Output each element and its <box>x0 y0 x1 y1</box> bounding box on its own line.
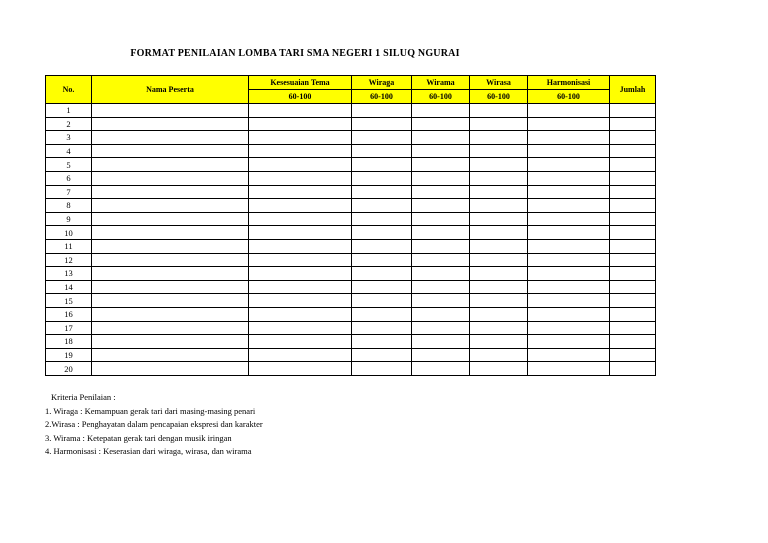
harmonisasi-cell <box>528 117 610 131</box>
jumlah-cell <box>610 226 656 240</box>
row-number: 11 <box>46 239 92 253</box>
wirama-cell <box>412 321 470 335</box>
range-wirasa: 60-100 <box>470 90 528 104</box>
criteria-item: 2.Wirasa : Penghayatan dalam pencapaian ekspresi dan karakter <box>45 419 263 429</box>
nama-peserta-cell <box>92 335 249 349</box>
nama-peserta-cell <box>92 212 249 226</box>
table-row <box>46 171 656 185</box>
wirasa-cell <box>470 362 528 376</box>
table-row <box>46 185 656 199</box>
nama-peserta-cell <box>92 362 249 376</box>
wiraga-cell <box>352 131 412 145</box>
row-number: 15 <box>46 294 92 308</box>
row-number: 3 <box>46 131 92 145</box>
header-wiraga: Wiraga <box>352 76 412 90</box>
row-number: 2 <box>46 117 92 131</box>
jumlah-cell <box>610 239 656 253</box>
row-number: 18 <box>46 335 92 349</box>
row-number: 6 <box>46 171 92 185</box>
kesesuaian-cell <box>249 144 352 158</box>
wirama-cell <box>412 335 470 349</box>
table-row <box>46 131 656 145</box>
kesesuaian-cell <box>249 307 352 321</box>
table-row <box>46 307 656 321</box>
kesesuaian-cell <box>249 117 352 131</box>
wirama-cell <box>412 131 470 145</box>
kesesuaian-cell <box>249 185 352 199</box>
wirasa-cell <box>470 117 528 131</box>
wiraga-cell <box>352 335 412 349</box>
row-number: 19 <box>46 348 92 362</box>
range-wiraga: 60-100 <box>352 90 412 104</box>
wirasa-cell <box>470 267 528 281</box>
page-title: FORMAT PENILAIAN LOMBA TARI SMA NEGERI 1 SILUQ NGURAI <box>130 48 460 59</box>
criteria-item: 3. Wirama : Ketepatan gerak tari dengan musik iringan <box>45 432 232 443</box>
table-row <box>46 348 656 362</box>
wirama-cell <box>412 267 470 281</box>
wirama-cell <box>412 185 470 199</box>
wirasa-cell <box>470 131 528 145</box>
jumlah-cell <box>610 117 656 131</box>
wirasa-cell <box>470 239 528 253</box>
jumlah-cell <box>610 253 656 267</box>
kesesuaian-cell <box>249 171 352 185</box>
nama-peserta-cell <box>92 144 249 158</box>
table-row <box>46 253 656 267</box>
kesesuaian-cell <box>249 131 352 145</box>
harmonisasi-cell <box>528 362 610 376</box>
wirama-cell <box>412 212 470 226</box>
harmonisasi-cell <box>528 199 610 213</box>
row-number: 12 <box>46 253 92 267</box>
kesesuaian-cell <box>249 280 352 294</box>
wirasa-cell <box>470 294 528 308</box>
jumlah-cell <box>610 158 656 172</box>
nama-peserta-cell <box>92 104 249 118</box>
wirasa-cell <box>470 171 528 185</box>
harmonisasi-cell <box>528 158 610 172</box>
header-harmonisasi: Harmonisasi <box>528 76 610 90</box>
nama-peserta-cell <box>92 158 249 172</box>
harmonisasi-cell <box>528 144 610 158</box>
header-nama-peserta: Nama Peserta <box>92 76 249 104</box>
wirama-cell <box>412 117 470 131</box>
wirasa-cell <box>470 321 528 335</box>
harmonisasi-cell <box>528 321 610 335</box>
wiraga-cell <box>352 212 412 226</box>
wirama-cell <box>412 144 470 158</box>
table-row <box>46 199 656 213</box>
jumlah-cell <box>610 199 656 213</box>
row-number: 4 <box>46 144 92 158</box>
table-row <box>46 267 656 281</box>
row-number: 17 <box>46 321 92 335</box>
wiraga-cell <box>352 144 412 158</box>
wiraga-cell <box>352 294 412 308</box>
nama-peserta-cell <box>92 321 249 335</box>
row-number: 20 <box>46 362 92 376</box>
criteria-item: 1. Wiraga : Kemampuan gerak tari dari masing-masing penari <box>45 405 256 416</box>
harmonisasi-cell <box>528 104 610 118</box>
table-row <box>46 158 656 172</box>
wirama-cell <box>412 280 470 294</box>
wiraga-cell <box>352 226 412 240</box>
row-number: 14 <box>46 280 92 294</box>
jumlah-cell <box>610 307 656 321</box>
range-kesesuaian: 60-100 <box>249 90 352 104</box>
criteria-heading: Kriteria Penilaian : <box>51 392 116 402</box>
nama-peserta-cell <box>92 117 249 131</box>
wiraga-cell <box>352 321 412 335</box>
wiraga-cell <box>352 280 412 294</box>
harmonisasi-cell <box>528 348 610 362</box>
harmonisasi-cell <box>528 294 610 308</box>
nama-peserta-cell <box>92 280 249 294</box>
header-row <box>46 76 656 90</box>
nama-peserta-cell <box>92 185 249 199</box>
harmonisasi-cell <box>528 239 610 253</box>
nama-peserta-cell <box>92 294 249 308</box>
jumlah-cell <box>610 144 656 158</box>
table-row <box>46 280 656 294</box>
harmonisasi-cell <box>528 171 610 185</box>
table-row <box>46 144 656 158</box>
jumlah-cell <box>610 294 656 308</box>
header-kesesuaian-tema: Kesesuaian Tema <box>249 76 352 90</box>
jumlah-cell <box>610 321 656 335</box>
wirasa-cell <box>470 144 528 158</box>
kesesuaian-cell <box>249 199 352 213</box>
harmonisasi-cell <box>528 131 610 145</box>
nama-peserta-cell <box>92 226 249 240</box>
row-number: 13 <box>46 267 92 281</box>
jumlah-cell <box>610 212 656 226</box>
table-row <box>46 321 656 335</box>
wirasa-cell <box>470 307 528 321</box>
wirama-cell <box>412 171 470 185</box>
kesesuaian-cell <box>249 239 352 253</box>
wiraga-cell <box>352 171 412 185</box>
row-number: 5 <box>46 158 92 172</box>
wirasa-cell <box>470 226 528 240</box>
jumlah-cell <box>610 171 656 185</box>
table-row <box>46 226 656 240</box>
wirasa-cell <box>470 185 528 199</box>
table-row <box>46 294 656 308</box>
wirasa-cell <box>470 158 528 172</box>
wiraga-cell <box>352 253 412 267</box>
kesesuaian-cell <box>249 362 352 376</box>
row-number: 1 <box>46 104 92 118</box>
jumlah-cell <box>610 362 656 376</box>
wirasa-cell <box>470 104 528 118</box>
table-row <box>46 239 656 253</box>
jumlah-cell <box>610 267 656 281</box>
wirasa-cell <box>470 199 528 213</box>
wirama-cell <box>412 294 470 308</box>
range-harmonisasi: 60-100 <box>528 90 610 104</box>
wirama-cell <box>412 348 470 362</box>
wirama-cell <box>412 239 470 253</box>
wiraga-cell <box>352 267 412 281</box>
row-number: 10 <box>46 226 92 240</box>
kesesuaian-cell <box>249 335 352 349</box>
kesesuaian-cell <box>249 267 352 281</box>
wiraga-cell <box>352 362 412 376</box>
harmonisasi-cell <box>528 212 610 226</box>
jumlah-cell <box>610 131 656 145</box>
table-row <box>46 362 656 376</box>
row-number: 9 <box>46 212 92 226</box>
kesesuaian-cell <box>249 212 352 226</box>
wiraga-cell <box>352 185 412 199</box>
row-number: 16 <box>46 307 92 321</box>
nama-peserta-cell <box>92 348 249 362</box>
table-row <box>46 335 656 349</box>
table-row <box>46 117 656 131</box>
wiraga-cell <box>352 104 412 118</box>
harmonisasi-cell <box>528 185 610 199</box>
wirama-cell <box>412 253 470 267</box>
wirasa-cell <box>470 212 528 226</box>
wiraga-cell <box>352 348 412 362</box>
wiraga-cell <box>352 158 412 172</box>
nama-peserta-cell <box>92 171 249 185</box>
row-number: 8 <box>46 199 92 213</box>
wirama-cell <box>412 226 470 240</box>
jumlah-cell <box>610 185 656 199</box>
criteria-item: 4. Harmonisasi : Keserasian dari wiraga, wirasa, dan wirama <box>45 446 252 456</box>
jumlah-cell <box>610 335 656 349</box>
score-table-body <box>46 104 656 376</box>
jumlah-cell <box>610 280 656 294</box>
kesesuaian-cell <box>249 348 352 362</box>
kesesuaian-cell <box>249 158 352 172</box>
range-wirama: 60-100 <box>412 90 470 104</box>
kesesuaian-cell <box>249 104 352 118</box>
wiraga-cell <box>352 199 412 213</box>
wiraga-cell <box>352 239 412 253</box>
harmonisasi-cell <box>528 307 610 321</box>
wirama-cell <box>412 199 470 213</box>
nama-peserta-cell <box>92 253 249 267</box>
header-wirama: Wirama <box>412 76 470 90</box>
wiraga-cell <box>352 117 412 131</box>
harmonisasi-cell <box>528 280 610 294</box>
wirasa-cell <box>470 280 528 294</box>
wirama-cell <box>412 158 470 172</box>
header-jumlah: Jumlah <box>610 76 656 104</box>
nama-peserta-cell <box>92 267 249 281</box>
criteria-section <box>45 391 263 459</box>
kesesuaian-cell <box>249 294 352 308</box>
jumlah-cell <box>610 348 656 362</box>
table-row <box>46 212 656 226</box>
wirama-cell <box>412 362 470 376</box>
kesesuaian-cell <box>249 321 352 335</box>
nama-peserta-cell <box>92 307 249 321</box>
kesesuaian-cell <box>249 253 352 267</box>
harmonisasi-cell <box>528 226 610 240</box>
header-wirasa: Wirasa <box>470 76 528 90</box>
nama-peserta-cell <box>92 199 249 213</box>
harmonisasi-cell <box>528 253 610 267</box>
wirama-cell <box>412 104 470 118</box>
score-table <box>45 75 656 376</box>
table-row <box>46 104 656 118</box>
wirama-cell <box>412 307 470 321</box>
harmonisasi-cell <box>528 267 610 281</box>
kesesuaian-cell <box>249 226 352 240</box>
row-number: 7 <box>46 185 92 199</box>
header-no: No. <box>46 76 92 104</box>
wirasa-cell <box>470 348 528 362</box>
nama-peserta-cell <box>92 239 249 253</box>
jumlah-cell <box>610 104 656 118</box>
wiraga-cell <box>352 307 412 321</box>
wirasa-cell <box>470 335 528 349</box>
nama-peserta-cell <box>92 131 249 145</box>
harmonisasi-cell <box>528 335 610 349</box>
wirasa-cell <box>470 253 528 267</box>
